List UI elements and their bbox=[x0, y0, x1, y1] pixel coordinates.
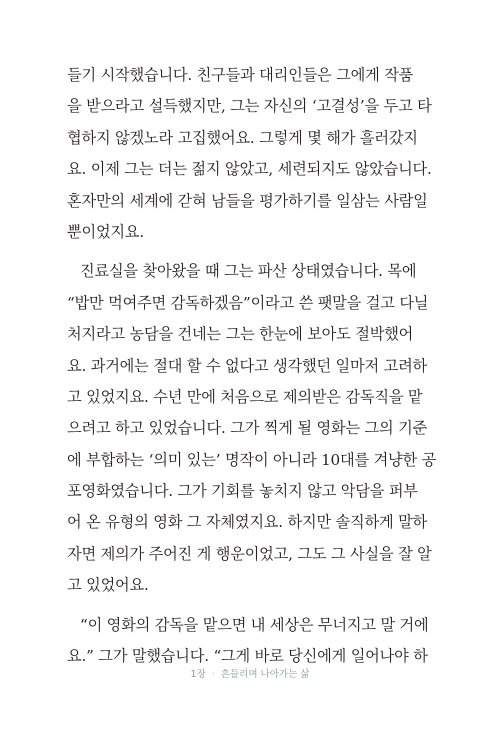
chapter-title: 흔들리며 나아가는 삶 bbox=[220, 669, 310, 680]
text-line: 고 있었지요. 수년 만에 처음으로 제의받은 감독직을 맡 bbox=[67, 387, 423, 406]
paragraph bbox=[67, 256, 437, 601]
running-footer bbox=[0, 666, 500, 680]
text-line: 처지라고 농담을 건네는 그는 한눈에 보아도 절박했어 bbox=[67, 325, 414, 344]
text-line: 협하지 않겠노라 고집했어요. 그렇게 몇 해가 흘러갔지 bbox=[67, 128, 418, 147]
text-line: 어 온 유형의 영화 그 자체였지요. 하지만 솔직하게 말하 bbox=[67, 513, 428, 532]
text-line: 들기 시작했습니다. 친구들과 대리인들은 그에게 작품 bbox=[67, 66, 414, 84]
text-line: “이 영화의 감독을 맡으면 내 세상은 무너지고 말 거에 bbox=[80, 615, 429, 634]
text-line: 요. 이제 그는 더는 젊지 않았고, 세련되지도 않았습니다. bbox=[67, 160, 432, 179]
text-line: 포영화였습니다. 그가 기회를 놓치지 않고 악담을 퍼부 bbox=[67, 482, 418, 501]
text-line: 을 받으라고 설득했지만, 그는 자신의 ‘고결성’을 두고 타 bbox=[67, 97, 432, 116]
text-line: 고 있었어요. bbox=[67, 576, 149, 595]
text-line: 진료실을 찾아왔을 때 그는 파산 상태였습니다. 목에 bbox=[80, 262, 417, 281]
paragraph bbox=[67, 60, 432, 248]
body-text bbox=[67, 60, 437, 672]
text-line: 으려고 하고 있었습니다. 그가 찍게 될 영화는 그의 기준 bbox=[67, 419, 428, 438]
footer-separator: · bbox=[211, 669, 215, 680]
paragraph bbox=[67, 610, 429, 673]
text-line: 요. 과거에는 절대 할 수 없다고 생각했던 일마저 고려하 bbox=[67, 356, 428, 375]
chapter-label: 1장 bbox=[190, 669, 206, 680]
text-line: “밥만 먹여주면 감독하겠음”이라고 쓴 팻말을 걸고 다닐 bbox=[67, 293, 429, 312]
text-line: 자면 제의가 주어진 게 행운이었고, 그도 그 사실을 잘 알 bbox=[67, 544, 432, 563]
text-line: 뿐이었지요. bbox=[67, 222, 144, 241]
text-line: 에 부합하는 ‘의미 있는’ 명작이 아니라 10대를 겨냥한 공 bbox=[67, 450, 437, 469]
text-line: 요.” 그가 말했습니다. “그게 바로 당신에게 일어나야 하 bbox=[67, 647, 428, 666]
text-line: 혼자만의 세계에 갇혀 남들을 평가하기를 일삼는 사람일 bbox=[67, 191, 428, 210]
